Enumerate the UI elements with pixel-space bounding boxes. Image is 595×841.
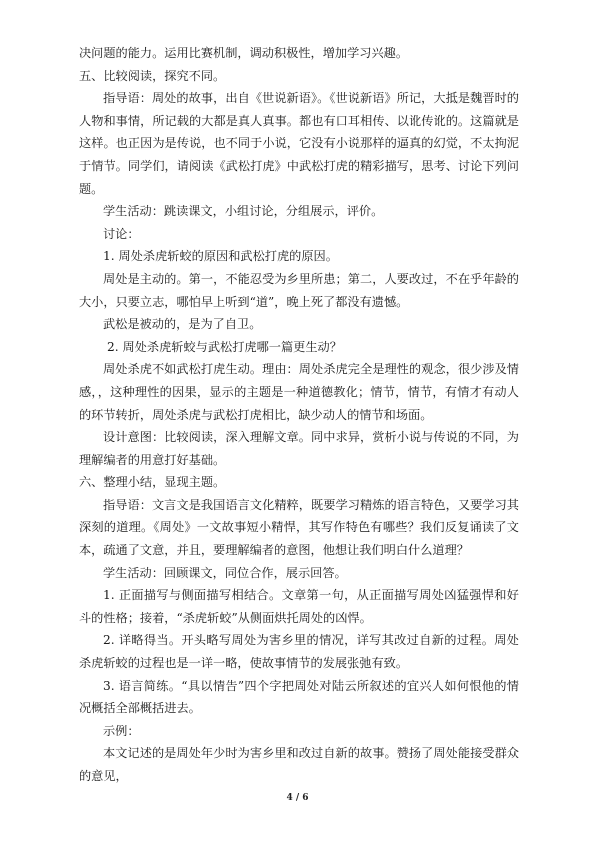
paragraph: 示例：: [103, 723, 140, 738]
paragraph: 设计意图：比较阅读，深入理解文章。同中求异，赏析小说与传说的不同，为理解编者的用意打好基础。: [79, 430, 519, 467]
paragraph: 指导语：周处的故事，出自《世说新语》。《世说新语》所记，大抵是魏晋时的人物和事情，所记载的大都是真人真事。都也有口耳相传、以讹传讹的。这篇就是这样。也正因为是传说，也不同于小说，它没有小说那样的逼真的幻觉，不太拘泥于情节。同学们，请阅读《武松打虎》中武松打虎的精彩描写，思考、讨论下列问题。: [79, 91, 519, 196]
paragraph: 3. 语言简练。“具以情告”四个字把周处对陆云所叙述的宜兴人如何恨他的情况概括全部概括进去。: [79, 678, 519, 716]
paragraph: 2. 周处杀虎斩蛟与武松打虎哪一篇更生动？: [107, 339, 342, 354]
paragraph: 1. 周处杀虎斩蛟的原因和武松打虎的原因。: [103, 249, 338, 264]
paragraph: 周处是主动的。第一，不能忍受为乡里所患；第二，人要改过，不在乎年龄的大小，只要立志，哪怕早上听到“道”，晚上死了都没有遗憾。: [79, 271, 519, 309]
paragraph: 本文记述的是周处年少时为害乡里和改过自新的故事。赞扬了周处能接受群众的意见，: [79, 746, 519, 783]
paragraph: 五、比较阅读，探究不同。: [79, 68, 226, 83]
paragraph: 学生活动：跳读课文，小组讨论，分组展示，评价。: [103, 204, 384, 219]
paragraph: 学生活动：回顾课文，同位合作，展示回答。: [103, 565, 347, 580]
page-number: 4 / 6: [286, 793, 309, 803]
paragraph: 周处杀虎不如武松打虎生动。理由：周处杀虎完全是理性的观念，很少涉及情感，，这种理性的因果，显示的主题是一种道德教化；情节，情节，有情才有动人的环节转折，周处杀虎与武松打虎相比，缺少动人的情节和场面。: [79, 362, 519, 422]
document-body: [79, 42, 519, 788]
paragraph: 指导语：文言文是我国语言文化精粹，既要学习精炼的语言特色，又要学习其深刻的道理。《周处》一文故事短小精悍，其写作特色有哪些？我们反复诵读了文本，疏通了文意，并且，要理解编者的意图，他想让我们明白什么道理？: [79, 497, 519, 558]
paragraph: 决问题的能力。运用比赛机制，调动积极性，增加学习兴趣。: [79, 46, 409, 60]
paragraph: 六、整理小结，显现主题。: [79, 475, 226, 490]
paragraph: 2. 详略得当。开头略写周处为害乡里的情况，详写其改过自新的过程。周处杀虎斩蛟的过程也是一详一略，使故事情节的发展张弛有致。: [79, 633, 519, 671]
paragraph: 讨论：: [103, 226, 140, 241]
paragraph: 武松是被动的，是为了自卫。: [103, 317, 262, 332]
paragraph: 1. 正面描写与侧面描写相结合。文章第一句，从正面描写周处凶猛强悍和好斗的性格；接着，“杀虎斩蛟”从侧面烘托周处的凶悍。: [79, 588, 519, 625]
